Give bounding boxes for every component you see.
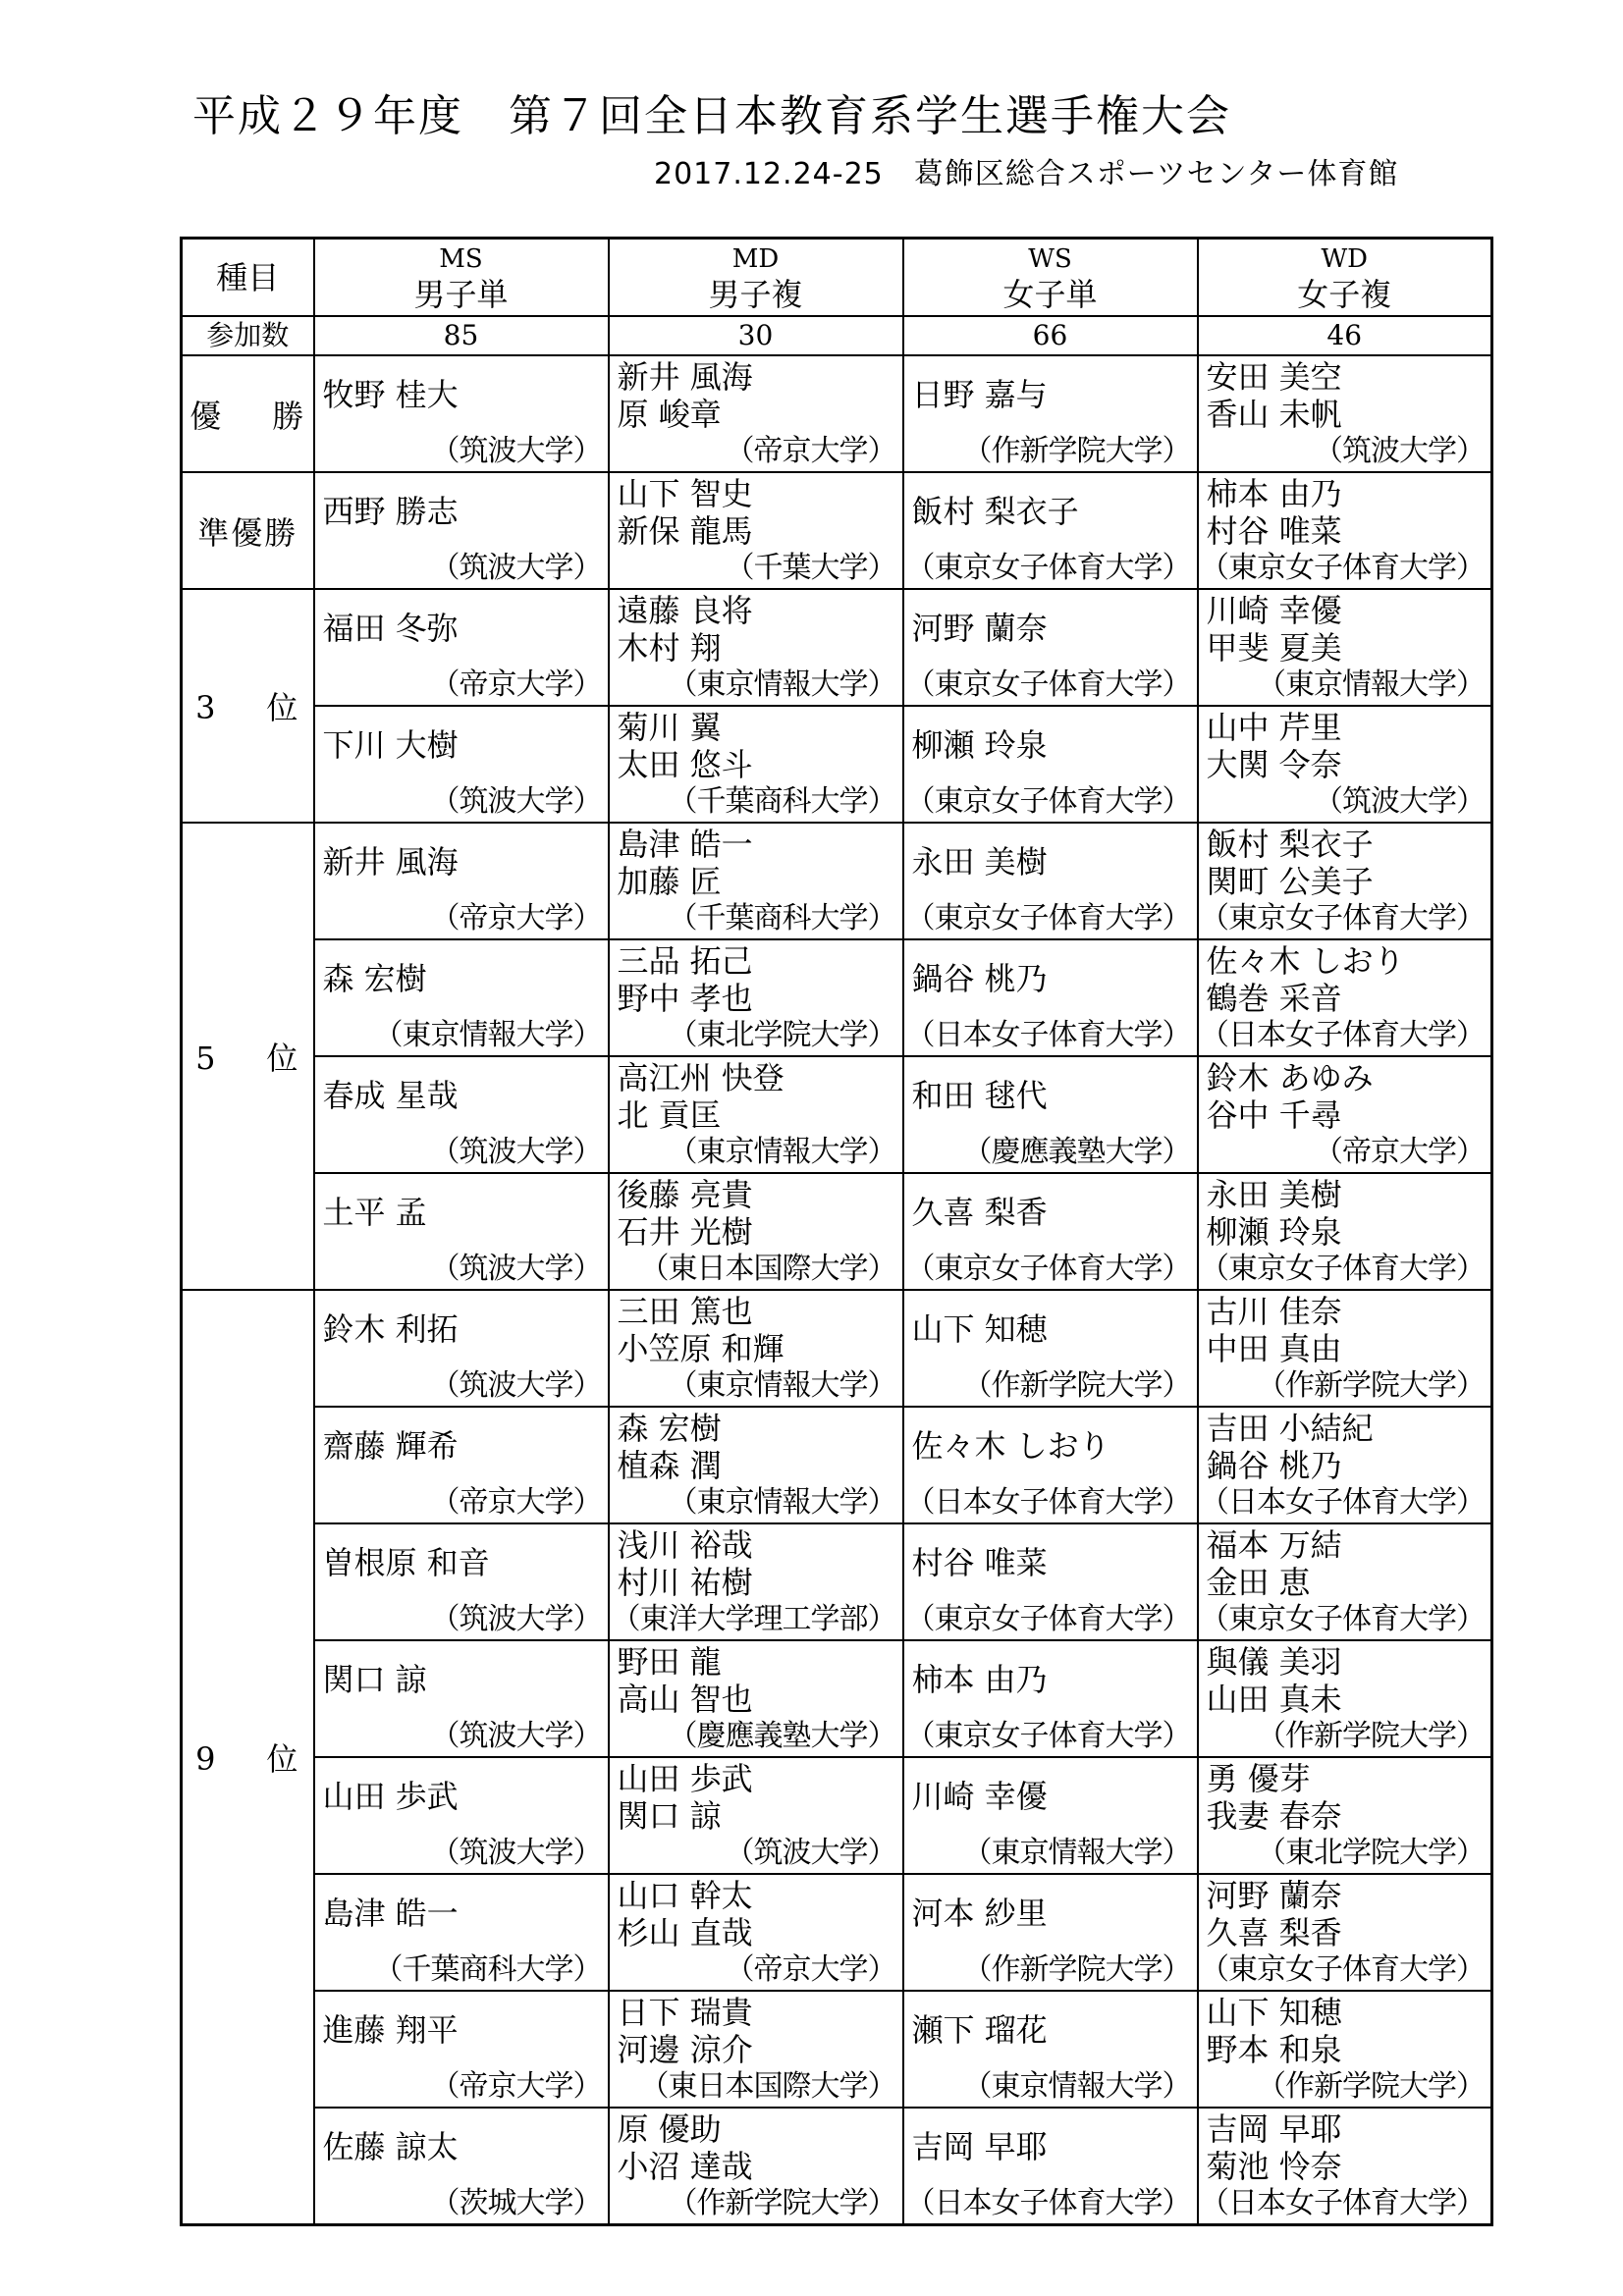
count-md: 30: [609, 316, 903, 355]
result-cell: [609, 1290, 903, 1407]
result-cell: [903, 1407, 1198, 1523]
player-name: 木村 翔: [617, 629, 722, 667]
school-name: （茨城大学）: [430, 2186, 602, 2220]
event-label: 種目: [216, 258, 280, 296]
result-cell: [314, 1757, 609, 1874]
player-name: 土平 孟: [322, 1194, 427, 1231]
result-row: [182, 1056, 1492, 1173]
player-name: 新保 龍馬: [617, 512, 753, 550]
player-name: 吉田 小結紀: [1206, 1410, 1374, 1447]
player-name: 柳瀬 玲泉: [911, 726, 1048, 764]
player-name: 鈴木 あゆみ: [1206, 1059, 1374, 1096]
player-name: 島津 皓一: [617, 826, 753, 863]
rank-number: 3: [195, 689, 218, 726]
player-name: 三品 拓己: [617, 942, 753, 980]
player-name: 谷中 千尋: [1206, 1096, 1342, 1134]
school-name: （日本女子体育大学）: [1200, 2186, 1485, 2220]
result-cell: [314, 1874, 609, 1991]
school-name: （筑波大学）: [1314, 784, 1485, 819]
count-ws: 66: [903, 316, 1198, 355]
event-name: 男子単: [413, 275, 509, 313]
player-name: 香山 未帆: [1206, 396, 1342, 433]
school-name: （東京情報大学）: [373, 1018, 602, 1052]
player-name: 植森 潤: [617, 1447, 722, 1484]
player-name: 飯村 梨衣子: [911, 493, 1079, 530]
event-code: MS: [439, 243, 483, 274]
result-cell: [1198, 1290, 1492, 1407]
event-header-ws: [903, 239, 1198, 317]
player-name: 曽根原 和音: [322, 1544, 490, 1581]
player-name: 島津 皓一: [322, 1895, 459, 1932]
result-cell: [903, 1991, 1198, 2108]
player-name: 永田 美樹: [911, 843, 1048, 881]
result-cell: [1198, 823, 1492, 939]
player-name: 柿本 由乃: [1206, 475, 1342, 512]
school-name: （帝京大学）: [430, 901, 602, 935]
school-name: （筑波大学）: [430, 784, 602, 819]
event-code: WS: [1028, 243, 1072, 274]
player-name: 山下 知穂: [1206, 1994, 1342, 2031]
player-name: 佐々木 しおり: [1206, 942, 1405, 980]
rank-cell: [182, 823, 314, 1290]
school-name: （東京女子体育大学）: [1200, 901, 1485, 935]
school-name: （日本女子体育大学）: [905, 1018, 1191, 1052]
player-name: 山下 智史: [617, 475, 753, 512]
player-name: 高山 智也: [617, 1681, 753, 1718]
event-header-ms: [314, 239, 609, 317]
result-row: [182, 1640, 1492, 1757]
school-name: （筑波大学）: [430, 1719, 602, 1753]
header-row: [182, 239, 1492, 317]
player-name: 山中 芹里: [1206, 709, 1342, 746]
school-name: （作新学院大学）: [1257, 2069, 1485, 2104]
rank-suffix: 位: [266, 1040, 300, 1077]
player-name: 河本 紗里: [911, 1895, 1048, 1932]
school-name: （東京女子体育大学）: [905, 901, 1191, 935]
player-name: 太田 悠斗: [617, 746, 753, 783]
player-name: 村谷 唯菜: [911, 1544, 1048, 1581]
rank-suffix: 勝: [272, 397, 306, 435]
player-name: 川崎 幸優: [911, 1778, 1048, 1815]
result-cell: [1198, 1991, 1492, 2108]
school-name: （東京情報大学）: [668, 1135, 896, 1169]
player-name: 柳瀬 玲泉: [1206, 1213, 1342, 1251]
count-row: [182, 316, 1492, 355]
result-cell: [314, 1640, 609, 1757]
rank-label: 準優勝: [197, 513, 298, 552]
player-name: 日下 瑞貴: [617, 1994, 753, 2031]
player-name: 後藤 亮貴: [617, 1176, 753, 1213]
event-name: 女子単: [1002, 275, 1098, 313]
player-name: 関口 諒: [617, 1797, 722, 1835]
player-name: 加藤 匠: [617, 863, 722, 900]
player-name: 佐藤 諒太: [322, 2128, 459, 2165]
player-name: 新井 風海: [322, 843, 459, 881]
player-name: 吉岡 早耶: [1206, 2110, 1342, 2148]
player-name: 小笠原 和輝: [617, 1330, 784, 1367]
school-name: （慶應義塾大学）: [668, 1719, 896, 1753]
result-cell: [609, 1523, 903, 1640]
player-name: 野中 孝也: [617, 980, 753, 1017]
player-name: 石井 光樹: [617, 1213, 753, 1251]
school-name: （千葉商科大学）: [373, 1952, 602, 1987]
player-name: 金田 恵: [1206, 1564, 1311, 1601]
player-name: 齋藤 輝希: [322, 1427, 459, 1465]
school-name: （東京女子体育大学）: [905, 1252, 1191, 1286]
school-name: （筑波大学）: [430, 1252, 602, 1286]
player-name: 北 貢匡: [617, 1096, 722, 1134]
school-name: （筑波大学）: [430, 1368, 602, 1403]
school-name: （東北学院大学）: [668, 1018, 896, 1052]
player-name: 久喜 梨香: [911, 1194, 1048, 1231]
result-cell: [314, 1056, 609, 1173]
result-cell: [903, 1640, 1198, 1757]
player-name: 久喜 梨香: [1206, 1914, 1342, 1951]
player-name: 下川 大樹: [322, 726, 459, 764]
school-name: （筑波大学）: [430, 1602, 602, 1636]
player-name: 山下 知穂: [911, 1310, 1048, 1348]
result-cell: [314, 2108, 609, 2225]
school-name: （東日本国際大学）: [639, 2069, 896, 2104]
result-cell: [609, 1407, 903, 1523]
result-cell: [1198, 1056, 1492, 1173]
school-name: （帝京大学）: [725, 1952, 896, 1987]
result-row: [182, 706, 1492, 823]
school-name: （作新学院大学）: [1257, 1368, 1485, 1403]
player-name: 春成 星哉: [322, 1077, 459, 1114]
school-name: （東京女子体育大学）: [905, 784, 1191, 819]
event-name: 男子複: [708, 275, 803, 313]
school-name: （東京女子体育大学）: [1200, 1602, 1485, 1636]
player-name: 西野 勝志: [322, 493, 459, 530]
result-row: [182, 472, 1492, 589]
result-cell: [609, 355, 903, 472]
result-cell: [1198, 355, 1492, 472]
school-name: （筑波大学）: [430, 434, 602, 468]
player-name: 勇 優芽: [1206, 1760, 1311, 1797]
result-cell: [903, 1523, 1198, 1640]
school-name: （千葉商科大学）: [668, 901, 896, 935]
result-cell: [903, 2108, 1198, 2225]
result-cell: [1198, 1874, 1492, 1991]
player-name: 菊池 怜奈: [1206, 2148, 1342, 2185]
player-name: 進藤 翔平: [322, 2011, 459, 2049]
result-cell: [314, 823, 609, 939]
result-row: [182, 1874, 1492, 1991]
school-name: （作新学院大学）: [1257, 1719, 1485, 1753]
player-name: 野本 和泉: [1206, 2031, 1342, 2068]
player-name: 野田 龍: [617, 1643, 722, 1681]
school-name: （東京情報大学）: [668, 1485, 896, 1520]
school-name: （筑波大学）: [1314, 434, 1485, 468]
result-cell: [609, 1056, 903, 1173]
player-name: 川崎 幸優: [1206, 592, 1342, 629]
school-name: （日本女子体育大学）: [1200, 1485, 1485, 1520]
count-label: 参加数: [182, 316, 314, 355]
result-cell: [1198, 1407, 1492, 1523]
player-name: 河野 蘭奈: [911, 610, 1048, 647]
school-name: （東京女子体育大学）: [905, 551, 1191, 585]
result-row: [182, 355, 1492, 472]
result-cell: [1198, 589, 1492, 706]
school-name: （東京女子体育大学）: [1200, 1252, 1485, 1286]
school-name: （東京女子体育大学）: [905, 1719, 1191, 1753]
school-name: （帝京大学）: [725, 434, 896, 468]
player-name: 村谷 唯菜: [1206, 512, 1342, 550]
result-cell: [903, 1173, 1198, 1290]
school-name: （日本女子体育大学）: [1200, 1018, 1485, 1052]
result-row: [182, 589, 1492, 706]
result-cell: [903, 472, 1198, 589]
result-cell: [609, 1757, 903, 1874]
school-name: （東日本国際大学）: [639, 1252, 896, 1286]
result-cell: [1198, 1640, 1492, 1757]
result-cell: [903, 1874, 1198, 1991]
rank-suffix: 位: [266, 1740, 300, 1778]
result-cell: [314, 1991, 609, 2108]
rank-cell: [182, 1290, 314, 2225]
rank-cell: [182, 355, 314, 472]
school-name: （帝京大学）: [430, 2069, 602, 2104]
player-name: 山田 歩武: [617, 1760, 753, 1797]
school-name: （筑波大学）: [725, 1836, 896, 1870]
result-cell: [609, 589, 903, 706]
result-row: [182, 1523, 1492, 1640]
school-name: （筑波大学）: [430, 1135, 602, 1169]
player-name: 古川 佳奈: [1206, 1293, 1342, 1330]
result-cell: [314, 589, 609, 706]
result-row: [182, 1991, 1492, 2108]
result-row: [182, 2108, 1492, 2225]
player-name: 山田 歩武: [322, 1778, 459, 1815]
player-name: 関町 公美子: [1206, 863, 1374, 900]
player-name: 山口 幹太: [617, 1877, 753, 1914]
school-name: （東京女子体育大学）: [1200, 551, 1485, 585]
event-code: WD: [1321, 243, 1369, 274]
result-cell: [1198, 939, 1492, 1056]
result-cell: [314, 706, 609, 823]
school-name: （東京情報大学）: [962, 2069, 1191, 2104]
player-name: 森 宏樹: [617, 1410, 722, 1447]
result-row: [182, 1757, 1492, 1874]
player-name: 瀬下 瑠花: [911, 2011, 1048, 2049]
result-cell: [609, 1991, 903, 2108]
school-name: （東京情報大学）: [1257, 667, 1485, 702]
school-name: （千葉大学）: [725, 551, 896, 585]
result-cell: [903, 1290, 1198, 1407]
player-name: 河野 蘭奈: [1206, 1877, 1342, 1914]
player-name: 大関 令奈: [1206, 746, 1342, 783]
result-cell: [1198, 1523, 1492, 1640]
school-name: （東京情報大学）: [668, 1368, 896, 1403]
player-name: 永田 美樹: [1206, 1176, 1342, 1213]
player-name: 菊川 翼: [617, 709, 722, 746]
school-name: （作新学院大学）: [962, 1952, 1191, 1987]
player-name: 小沼 達哉: [617, 2148, 753, 2185]
school-name: （東北学院大学）: [1257, 1836, 1485, 1870]
event-header-wd: [1198, 239, 1492, 317]
result-cell: [314, 1290, 609, 1407]
player-name: 我妻 春奈: [1206, 1797, 1342, 1835]
school-name: （帝京大学）: [430, 667, 602, 702]
result-cell: [314, 1523, 609, 1640]
event-date-venue: 2017.12.24-25 葛飾区総合スポーツセンター体育館: [654, 157, 1399, 191]
school-name: （東京情報大学）: [962, 1836, 1191, 1870]
result-cell: [1198, 1173, 1492, 1290]
rank-cell: [182, 589, 314, 823]
school-name: （東洋大学理工学部）: [611, 1602, 896, 1636]
result-cell: [609, 706, 903, 823]
player-name: 佐々木 しおり: [911, 1427, 1110, 1465]
player-name: 山田 真未: [1206, 1681, 1342, 1718]
player-name: 関口 諒: [322, 1661, 427, 1698]
player-name: 和田 毬代: [911, 1077, 1048, 1114]
result-row: [182, 1407, 1492, 1523]
result-cell: [903, 589, 1198, 706]
result-cell: [903, 823, 1198, 939]
player-name: 柿本 由乃: [911, 1661, 1048, 1698]
result-cell: [609, 823, 903, 939]
school-name: （作新学院大学）: [668, 2186, 896, 2220]
player-name: 牧野 桂大: [322, 376, 459, 413]
school-name: （作新学院大学）: [962, 434, 1191, 468]
player-name: 原 峻章: [617, 396, 722, 433]
player-name: 與儀 美羽: [1206, 1643, 1342, 1681]
player-name: 福本 万結: [1206, 1526, 1342, 1564]
player-name: 杉山 直哉: [617, 1914, 753, 1951]
result-cell: [1198, 1757, 1492, 1874]
result-cell: [903, 939, 1198, 1056]
school-name: （筑波大学）: [430, 551, 602, 585]
player-name: 吉岡 早耶: [911, 2128, 1048, 2165]
player-name: 中田 真由: [1206, 1330, 1342, 1367]
player-name: 河邊 涼介: [617, 2031, 753, 2068]
school-name: （作新学院大学）: [962, 1368, 1191, 1403]
rank-suffix: 位: [266, 689, 300, 726]
event-header-md: [609, 239, 903, 317]
player-name: 遠藤 良将: [617, 592, 753, 629]
event-label-cell: [182, 239, 314, 317]
school-name: （東京女子体育大学）: [905, 667, 1191, 702]
results-table: [180, 237, 1493, 2226]
result-cell: [903, 706, 1198, 823]
page-title: 平成２９年度 第７回全日本教育系学生選手権大会: [192, 91, 1231, 141]
result-cell: [314, 1407, 609, 1523]
school-name: （筑波大学）: [430, 1836, 602, 1870]
result-cell: [609, 1874, 903, 1991]
player-name: 飯村 梨衣子: [1206, 826, 1374, 863]
result-row: [182, 939, 1492, 1056]
result-cell: [1198, 706, 1492, 823]
event-name: 女子複: [1297, 275, 1392, 313]
school-name: （帝京大学）: [1314, 1135, 1485, 1169]
count-wd: 46: [1198, 316, 1492, 355]
player-name: 安田 美空: [1206, 358, 1342, 396]
result-cell: [903, 1056, 1198, 1173]
school-name: （東京情報大学）: [668, 667, 896, 702]
result-cell: [314, 1173, 609, 1290]
player-name: 森 宏樹: [322, 960, 427, 997]
school-name: （帝京大学）: [430, 1485, 602, 1520]
school-name: （東京女子体育大学）: [1200, 1952, 1485, 1987]
player-name: 三田 篤也: [617, 1293, 753, 1330]
player-name: 村川 祐樹: [617, 1564, 753, 1601]
result-row: [182, 1173, 1492, 1290]
result-cell: [1198, 2108, 1492, 2225]
rank-number: 5: [195, 1040, 218, 1077]
school-name: （日本女子体育大学）: [905, 1485, 1191, 1520]
result-cell: [609, 1173, 903, 1290]
player-name: 福田 冬弥: [322, 610, 459, 647]
school-name: （慶應義塾大学）: [962, 1135, 1191, 1169]
result-cell: [609, 472, 903, 589]
school-name: （日本女子体育大学）: [905, 2186, 1191, 2220]
player-name: 甲斐 夏美: [1206, 629, 1342, 667]
result-row: [182, 1290, 1492, 1407]
result-cell: [314, 355, 609, 472]
result-cell: [609, 2108, 903, 2225]
player-name: 浅川 裕哉: [617, 1526, 753, 1564]
rank-number: 優: [189, 397, 224, 435]
result-cell: [314, 472, 609, 589]
player-name: 鶴巻 采音: [1206, 980, 1342, 1017]
player-name: 日野 嘉与: [911, 376, 1048, 413]
result-cell: [903, 355, 1198, 472]
rank-cell: [182, 472, 314, 589]
school-name: （東京女子体育大学）: [905, 1602, 1191, 1636]
player-name: 鍋谷 桃乃: [911, 960, 1048, 997]
player-name: 高江州 快登: [617, 1059, 784, 1096]
rank-number: 9: [195, 1740, 218, 1778]
result-cell: [314, 939, 609, 1056]
result-row: [182, 823, 1492, 939]
result-cell: [1198, 472, 1492, 589]
event-code: MD: [731, 243, 780, 274]
player-name: 鍋谷 桃乃: [1206, 1447, 1342, 1484]
result-cell: [609, 1640, 903, 1757]
result-cell: [903, 1757, 1198, 1874]
player-name: 新井 風海: [617, 358, 753, 396]
result-cell: [609, 939, 903, 1056]
player-name: 鈴木 利拓: [322, 1310, 459, 1348]
school-name: （千葉商科大学）: [668, 784, 896, 819]
player-name: 原 優助: [617, 2110, 722, 2148]
count-ms: 85: [314, 316, 609, 355]
